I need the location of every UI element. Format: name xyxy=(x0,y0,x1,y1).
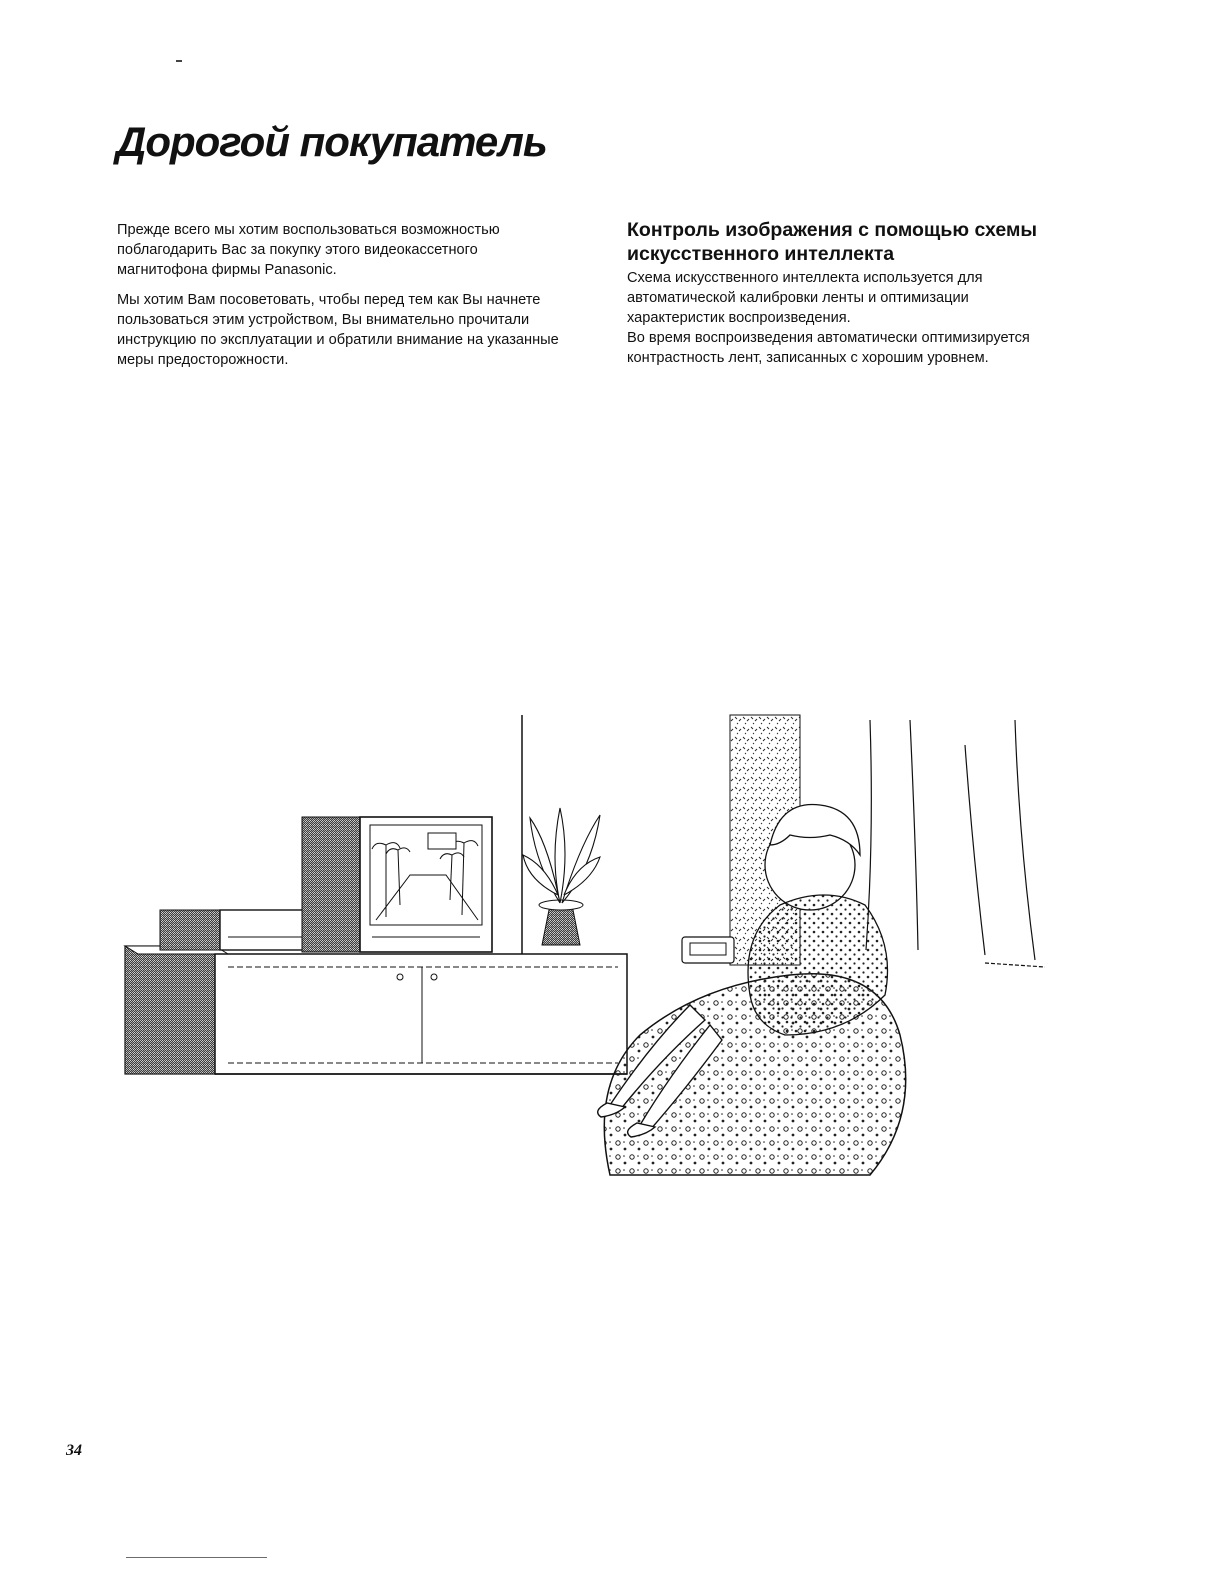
section-heading: Контроль изображения с помощью схемы искусственного интеллекта xyxy=(627,219,1038,265)
living-room-illustration xyxy=(110,705,1050,1195)
intro-column xyxy=(117,220,567,380)
ai-section xyxy=(627,218,1067,368)
page-title: Дорогой покупатель xyxy=(116,118,547,165)
footer-rule xyxy=(126,1557,267,1558)
ai-paragraph-2: Во время воспроизведения автоматически оптимизируется контрастность лент, записанных с хорошим уровнем. xyxy=(627,330,1030,366)
advice-paragraph: Мы хотим Вам посоветовать, чтобы перед тем как Вы начнете пользоваться этим устройством, Вы внимательно прочитали инструкцию по эксплуатации и обратили внимание на указанные меры предосторожности. xyxy=(117,292,559,368)
page-number: 34 xyxy=(66,1442,82,1459)
ai-paragraph-1: Схема искусственного интеллекта используется для автоматической калибровки ленты и оптимизации характеристик воспроизведения. xyxy=(627,270,983,326)
intro-paragraph: Прежде всего мы хотим воспользоваться возможностью поблагодарить Вас за покупку этого видеокассетного магнитофона фирмы Panasonic. xyxy=(117,222,500,278)
scan-mark xyxy=(176,60,182,62)
